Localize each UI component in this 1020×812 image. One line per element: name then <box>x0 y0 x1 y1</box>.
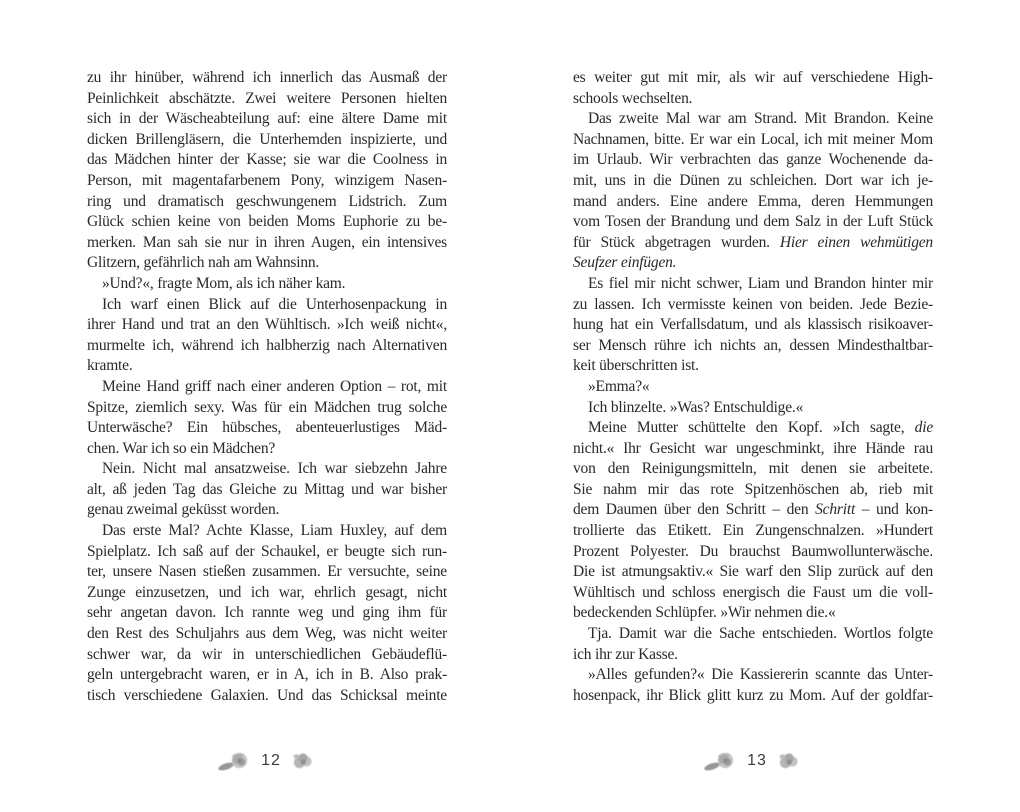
text-line: Glitzern, gefährlich nah am Wahnsinn. <box>87 254 320 272</box>
text-line: Glück schien keine von beiden Moms Euphorie zu be- <box>87 213 447 231</box>
page-left-text <box>87 68 447 706</box>
text-line: ich ihr zur Kasse. <box>573 645 678 663</box>
text-line: Meine Mutter schüttelte den Kopf. »Ich sagte, die <box>588 419 933 437</box>
text-line: tisch verschiedene Galaxien. Und das Schicksal meinte <box>87 686 447 704</box>
page-left-footer <box>87 750 447 772</box>
text-line: zu lassen. Ich vermisste keinen von beiden. Jede Bezie- <box>573 295 933 313</box>
text-line: trollierte das Etikett. Ein Zungenschnalzen. »Hundert <box>573 522 933 540</box>
text-line: hung hat ein Verfallsdatum, und als klassisch risikoaver- <box>573 316 933 334</box>
text-line: dicken Brillengläsern, die Unterhemden inspizierte, und <box>87 130 447 148</box>
text-line: im Urlaub. Wir verbrachten das ganze Wochenende da- <box>573 151 933 169</box>
rose-with-leaf-icon <box>704 750 738 772</box>
text-line: mand anders. Eine andere Emma, deren Hemmungen <box>573 192 933 210</box>
text-line: ser Mensch rühre ich nichts an, dessen Mindesthaltbar- <box>573 336 933 354</box>
text-line: Wühltisch und schloss energisch die Faust um die voll- <box>573 583 933 601</box>
text-line: chen. War ich so ein Mädchen? <box>87 439 276 457</box>
text-line: das Mädchen hinter der Kasse; sie war die Coolness in <box>87 151 447 169</box>
text-line: für Stück abgetragen wurden. Hier einen wehmütigen <box>573 233 933 251</box>
text-line: schwer war, da wir in unterschiedlichen Gebäudeflü- <box>87 645 447 663</box>
text-line: hosenpack, ihr Blick glitt kurz zu Mom. Auf der goldfar- <box>573 686 933 704</box>
text-line: »Und?«, fragte Mom, als ich näher kam. <box>102 274 346 292</box>
text-line: keit überschritten ist. <box>573 357 699 375</box>
text-line: Ich blinzelte. »Was? Entschuldige.« <box>588 398 804 416</box>
text-line: Es fiel mir nicht schwer, Liam und Brandon hinter mir <box>588 274 933 292</box>
text-line: Das erste Mal? Achte Klasse, Liam Huxley, auf dem <box>102 522 447 540</box>
page-number: 13 <box>747 752 767 769</box>
text-line: nicht.« Ihr Gesicht war ungeschminkt, ihre Hände rau <box>573 439 933 457</box>
text-line: Tja. Damit war die Sache entschieden. Wortlos folgte <box>588 625 933 643</box>
text-line: Spitze, ziemlich sexy. Was für ein Mädchen trug solche <box>87 398 447 416</box>
text-line: vom Tosen der Brandung und dem Salz in der Luft Stück <box>573 213 933 231</box>
text-line: Nein. Nicht mal ansatzweise. Ich war siebzehn Jahre <box>102 460 447 478</box>
page-right <box>573 0 933 812</box>
text-line: Unterwäsche? Ein hübsches, abenteuerlustiges Mäd- <box>87 419 447 437</box>
text-line: Spielplatz. Ich saß auf der Schaukel, er beugte sich run- <box>87 542 447 560</box>
text-line: »Emma?« <box>588 377 650 395</box>
page-number: 12 <box>261 752 281 769</box>
text-line: dem Daumen über den Schritt – den Schritt – und kon- <box>573 501 933 519</box>
text-line: zu ihr hinüber, während ich innerlich das Ausmaß der <box>87 69 447 86</box>
page-left <box>87 0 447 812</box>
text-line: Ich warf einen Blick auf die Unterhosenpackung in <box>102 295 447 313</box>
text-line: Nachnamen, bitte. Er war ein Local, ich mit meiner Mom <box>573 130 933 148</box>
text-line: murmelte ich, während ich halbherzig nach Alternativen <box>87 336 447 354</box>
text-line: merken. Man sah sie nur in ihren Augen, ein intensives <box>87 233 447 251</box>
text-line: bedeckenden Schlüpfer. »Wir nehmen die.« <box>573 604 836 622</box>
text-line: von den Reinigungsmitteln, mit denen sie arbeitete. <box>573 460 933 478</box>
text-line: kramte. <box>87 357 133 375</box>
text-line: es weiter gut mit mir, als wir auf verschiedene High- <box>573 69 933 86</box>
text-line: Meine Hand griff nach einer anderen Option – rot, mit <box>102 377 447 395</box>
text-line: geln untergebracht waren, er in A, ich in B. Also prak- <box>87 666 447 684</box>
text-line: schools wechselten. <box>573 89 693 107</box>
text-line: Sie nahm mir das rote Spitzenhöschen ab, rieb mit <box>573 480 933 498</box>
page-right-footer <box>573 750 933 772</box>
text-line: Peinlichkeit abschätzte. Zwei weitere Personen hielten <box>87 89 447 107</box>
text-line: Prozent Polyester. Du brauchst Baumwollunterwäsche. <box>573 542 933 560</box>
text-line: sich in der Wäscheabteilung auf: eine ältere Dame mit <box>87 110 447 128</box>
page-right-text <box>573 68 933 706</box>
rose-bud-icon <box>290 750 316 772</box>
text-line: »Alles gefunden?« Die Kassiererin scannte das Unter- <box>588 666 933 684</box>
text-line: mit, uns in die Dünen zu schleichen. Dort war ich je- <box>573 171 933 189</box>
text-line: Person, mit magentafarbenem Pony, winzigem Nasen- <box>87 171 447 189</box>
text-line: genau zweimal geküsst worden. <box>87 501 280 519</box>
text-line: alt, aß jeden Tag das Gleiche zu Mittag und war bisher <box>87 480 447 498</box>
text-line: Das zweite Mal war am Strand. Mit Brandon. Keine <box>588 110 933 128</box>
text-line: Zunge einzusetzen, und ich war, ehrlich gesagt, nicht <box>87 583 447 601</box>
rose-bud-icon <box>776 750 802 772</box>
text-line: Die ist atmungsaktiv.« Sie warf den Slip zurück auf den <box>573 563 933 581</box>
text-line: ter, unsere Nasen stießen zusammen. Er versuchte, seine <box>87 563 447 581</box>
text-line: Seufzer einfügen. <box>573 254 677 272</box>
text-line: den Rest des Schuljahrs aus dem Weg, was nicht weiter <box>87 625 447 643</box>
text-line: sehr angetan davon. Ich rannte weg und ging ihm für <box>87 604 447 622</box>
text-line: ring und dramatisch geschwungenem Lidstrich. Zum <box>87 192 447 210</box>
text-line: ihrer Hand und trat an den Wühltisch. »Ich weiß nicht«, <box>87 316 447 334</box>
rose-with-leaf-icon <box>218 750 252 772</box>
